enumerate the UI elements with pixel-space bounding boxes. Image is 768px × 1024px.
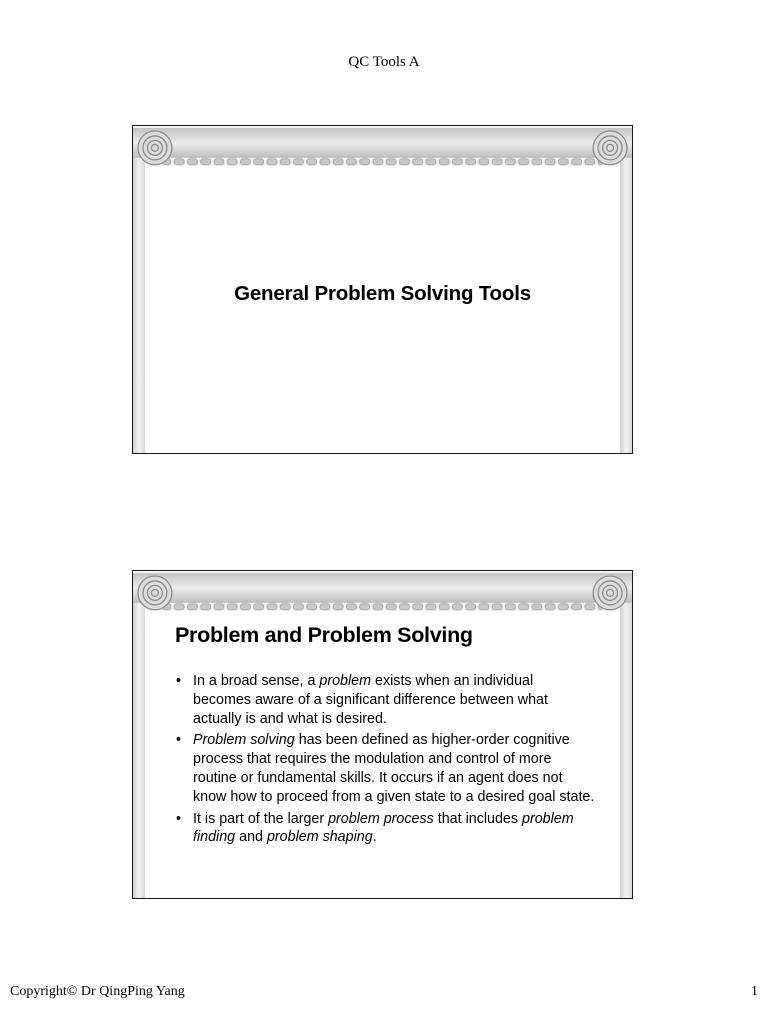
page-number: 1 bbox=[751, 984, 758, 999]
slide-title: Problem and Problem Solving bbox=[175, 623, 473, 647]
bullet-list bbox=[175, 672, 595, 850]
copyright-footer: Copyright© Dr QingPing Yang bbox=[10, 984, 185, 999]
page-header: QC Tools A bbox=[348, 54, 420, 70]
bullet-item: • In a broad sense, a problem exists when an individual becomes aware of a significant difference between what actually is and what is desired. bbox=[175, 672, 595, 728]
slide-2 bbox=[132, 570, 633, 899]
bullet-item: • It is part of the larger problem process that includes problem finding and problem shaping. bbox=[175, 810, 595, 848]
slide-1 bbox=[132, 125, 633, 454]
bullet-item: • Problem solving has been defined as higher-order cognitive process that requires the modulation and control of more routine or fundamental skills. It occurs if an agent does not know how to proceed from a given state to a desired goal state. bbox=[175, 731, 595, 806]
slide-title: General Problem Solving Tools bbox=[234, 282, 531, 305]
